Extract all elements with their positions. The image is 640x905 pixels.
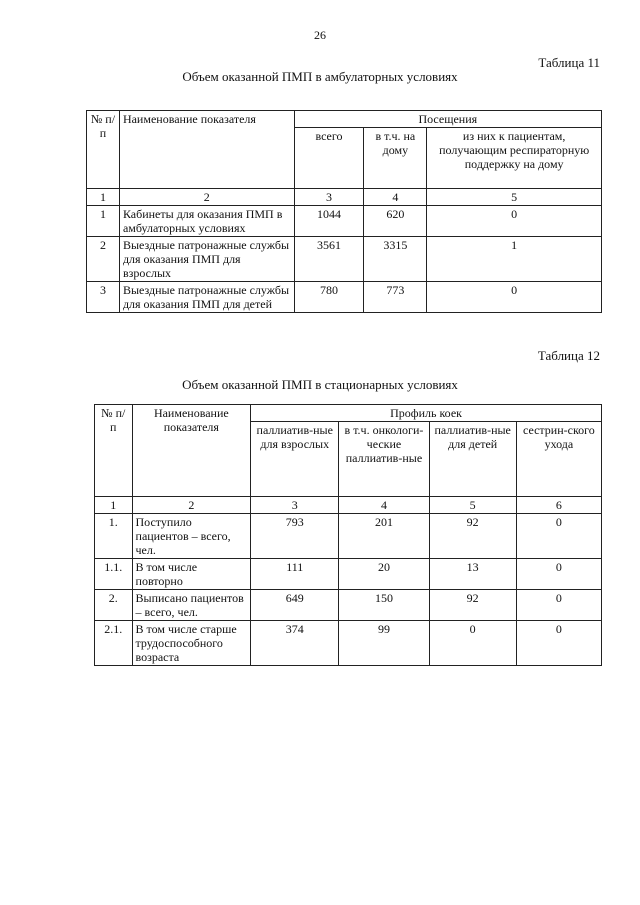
table-row [87,282,602,313]
row-onco: 99 [339,621,429,666]
col-number: 5 [429,497,516,514]
table-12-title: Объем оказанной ПМП в стационарных условиях [182,377,458,392]
header-name: Наименование показателя [132,405,251,497]
col-number: 6 [516,497,601,514]
table-11-label: Таблица 11 [538,55,600,70]
table-row [95,559,602,590]
row-home: 620 [364,206,427,237]
header-children: паллиатив-ные для детей [429,422,516,497]
row-name: В том числе старше трудоспособного возраста [132,621,251,666]
table-row [87,237,602,282]
col-number: 5 [427,189,602,206]
row-onco: 20 [339,559,429,590]
table-11 [86,110,602,313]
table-11-title: Объем оказанной ПМП в амбулаторных условиях [182,69,458,84]
row-num: 1 [87,206,120,237]
row-total: 3561 [294,237,364,282]
col-number: 3 [251,497,339,514]
header-home: в т.ч. на дому [364,128,427,189]
table-row [87,206,602,237]
col-number: 4 [364,189,427,206]
table-row [95,514,602,559]
row-children: 92 [429,514,516,559]
row-adult: 374 [251,621,339,666]
col-number: 2 [119,189,294,206]
row-children: 0 [429,621,516,666]
row-total: 1044 [294,206,364,237]
row-name: В том числе повторно [132,559,251,590]
row-onco: 201 [339,514,429,559]
col-number: 2 [132,497,251,514]
row-home: 773 [364,282,427,313]
header-num: № п/п [87,111,120,189]
column-number-row [95,497,602,514]
row-nursing: 0 [516,590,601,621]
row-children: 13 [429,559,516,590]
col-number: 1 [95,497,133,514]
header-total: всего [294,128,364,189]
row-total: 780 [294,282,364,313]
row-resp: 0 [427,206,602,237]
table-row [95,590,602,621]
row-adult: 649 [251,590,339,621]
row-children: 92 [429,590,516,621]
col-number: 4 [339,497,429,514]
row-adult: 793 [251,514,339,559]
table-12-label: Таблица 12 [537,348,600,363]
header-onco: в т.ч. онкологи-ческие паллиатив-ные [339,422,429,497]
row-name: Кабинеты для оказания ПМП в амбулаторных условиях [119,206,294,237]
row-num: 2 [87,237,120,282]
row-home: 3315 [364,237,427,282]
row-num: 1.1. [95,559,133,590]
table-12 [94,404,602,666]
page-number: 26 [314,28,326,42]
header-resp: из них к пациентам, получающим респираторную поддержку на дому [427,128,602,189]
row-name: Выписано пациентов – всего, чел. [132,590,251,621]
row-onco: 150 [339,590,429,621]
header-group-visits: Посещения [294,111,601,128]
row-resp: 0 [427,282,602,313]
row-num: 2. [95,590,133,621]
row-nursing: 0 [516,621,601,666]
row-num: 3 [87,282,120,313]
header-group-beds: Профиль коек [251,405,602,422]
row-num: 2.1. [95,621,133,666]
row-nursing: 0 [516,514,601,559]
header-adult: паллиатив-ные для взрослых [251,422,339,497]
row-adult: 111 [251,559,339,590]
row-nursing: 0 [516,559,601,590]
header-name: Наименование показателя [119,111,294,189]
table-row [95,621,602,666]
row-name: Выездные патронажные службы для оказания ПМП для детей [119,282,294,313]
header-num: № п/п [95,405,133,497]
row-name: Выездные патронажные службы для оказания ПМП для взрослых [119,237,294,282]
col-number: 3 [294,189,364,206]
row-resp: 1 [427,237,602,282]
row-num: 1. [95,514,133,559]
col-number: 1 [87,189,120,206]
row-name: Поступило пациентов – всего, чел. [132,514,251,559]
column-number-row [87,189,602,206]
header-nursing: сестрин-ского ухода [516,422,601,497]
